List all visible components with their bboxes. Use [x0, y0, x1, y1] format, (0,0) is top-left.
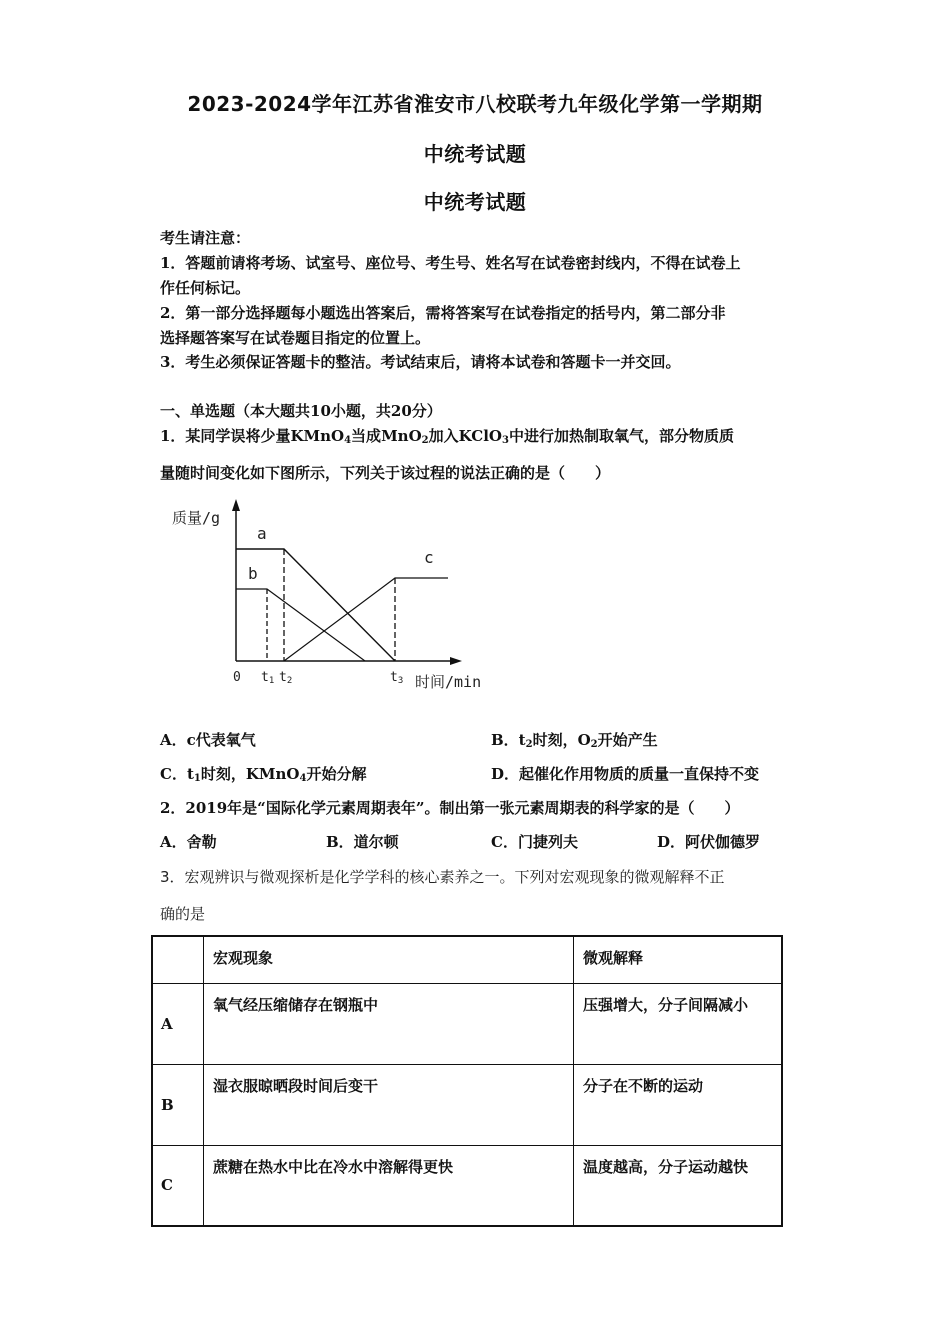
- x-tick-t2: t2: [279, 670, 293, 686]
- table-header-row: [152, 936, 782, 983]
- page-subtitle-duplicate: 中统考试题: [423, 190, 527, 214]
- notice-item-1: 1．答题前请将考场、试室号、座位号、考生号、姓名写在试卷密封线内，不得在试卷上: [160, 254, 741, 272]
- x-tick-t3: t3: [390, 670, 404, 686]
- notice-item-1-cont: 作任何标记。: [160, 279, 251, 297]
- table-cell: 湿衣服晾晒段时间后变干: [204, 1064, 574, 1145]
- table-header-cell: 微观解释: [574, 936, 783, 983]
- q1-stem-line2: 量随时间变化如下图所示，下列关于该过程的说法正确的是（ ）: [160, 464, 611, 482]
- q1-option-c[interactable]: [160, 763, 366, 784]
- q1-stem-line1: [160, 424, 734, 453]
- table-row: [152, 1064, 782, 1145]
- subscript: 1: [193, 773, 201, 784]
- option-text: B．t: [491, 731, 526, 749]
- q1-option-a[interactable]: A．c代表氧气: [160, 731, 256, 749]
- option-text: 时刻，KMnO: [200, 765, 300, 783]
- table-header-cell: [152, 936, 204, 983]
- notice-item-3: 3．考生必须保证答题卡的整洁。考试结束后，请将本试卷和答题卡一并交回。: [160, 353, 681, 371]
- table-cell-label: C: [152, 1145, 204, 1226]
- q1-text: 中进行加热制取氧气，部分物质质: [508, 427, 734, 445]
- subscript: 4: [344, 435, 352, 446]
- q1-text: 加入: [428, 427, 459, 445]
- formula-kclo3: KClO: [458, 427, 502, 445]
- notice-item-2: 2．第一部分选择题每小题选出答案后，需将答案写在试卷指定的括号内，第二部分非: [160, 304, 726, 322]
- q3-stem-line2: 确的是: [160, 905, 206, 923]
- q1-option-b[interactable]: [491, 729, 658, 750]
- table-cell-label: B: [152, 1064, 204, 1145]
- q3-table: [151, 935, 783, 1227]
- x-tick-t1: t1: [261, 670, 275, 686]
- table-cell: 分子在不断的运动: [574, 1064, 783, 1145]
- table-cell: 压强增大，分子间隔减小: [574, 983, 783, 1064]
- formula-mno2: MnO: [381, 427, 422, 445]
- x-axis-arrow-icon: [450, 657, 462, 665]
- q2-option-c[interactable]: C．门捷列夫: [491, 833, 578, 851]
- x-axis-label: 时间/min: [415, 673, 482, 691]
- subscript: 2: [421, 435, 429, 446]
- table-cell-label: A: [152, 983, 204, 1064]
- q3-stem-line1: 3．宏观辨识与微观探析是化学学科的核心素养之一。下列对宏观现象的微观解释不正: [160, 868, 725, 886]
- subscript: 4: [299, 773, 307, 784]
- option-text: 开始产生: [597, 731, 658, 749]
- option-text: C．t: [160, 765, 194, 783]
- formula-kmno4: KMnO: [290, 427, 345, 445]
- q2-option-d[interactable]: D．阿伏伽德罗: [657, 833, 761, 851]
- q2-stem: 2．2019年是“国际化学元素周期表年”。制出第一张元素周期表的科学家的是（ ）: [160, 799, 740, 817]
- page-title: 2023-2024学年江苏省淮安市八校联考九年级化学第一学期期: [187, 92, 763, 116]
- option-text: 开始分解: [306, 765, 367, 783]
- mass-time-chart: [160, 495, 500, 695]
- x-tick-0: 0: [233, 670, 241, 685]
- option-text: 时刻，O: [532, 731, 591, 749]
- table-row: [152, 1145, 782, 1226]
- q1-text: 1．某同学误将少量: [160, 427, 291, 445]
- table-cell: 氧气经压缩储存在钢瓶中: [204, 983, 574, 1064]
- series-b-label: b: [248, 564, 258, 583]
- table-row: [152, 983, 782, 1064]
- q2-option-a[interactable]: A．舍勒: [160, 833, 217, 851]
- subscript: 2: [525, 739, 533, 750]
- series-c-label: c: [424, 548, 434, 567]
- section-heading: 一、单选题（本大题共10小题，共20分）: [160, 402, 442, 420]
- q2-option-b[interactable]: B．道尔顿: [326, 833, 399, 851]
- q1-text: 当成: [351, 427, 382, 445]
- q1-option-d[interactable]: D．起催化作用物质的质量一直保持不变: [491, 765, 760, 783]
- series-b-line: [236, 589, 365, 661]
- table-cell: 温度越高，分子运动越快: [574, 1145, 783, 1226]
- y-axis-arrow-icon: [232, 499, 240, 511]
- notice-heading: 考生请注意：: [160, 229, 251, 247]
- notice-item-2-cont: 选择题答案写在试卷题目指定的位置上。: [160, 329, 431, 347]
- series-a-line: [236, 549, 395, 661]
- y-axis-label: 质量/g: [172, 509, 221, 527]
- series-a-label: a: [257, 524, 267, 543]
- page-subtitle: 中统考试题: [423, 142, 527, 166]
- table-header-cell: 宏观现象: [204, 936, 574, 983]
- subscript: 2: [590, 739, 598, 750]
- subscript: 3: [501, 435, 509, 446]
- table-cell: 蔗糖在热水中比在冷水中溶解得更快: [204, 1145, 574, 1226]
